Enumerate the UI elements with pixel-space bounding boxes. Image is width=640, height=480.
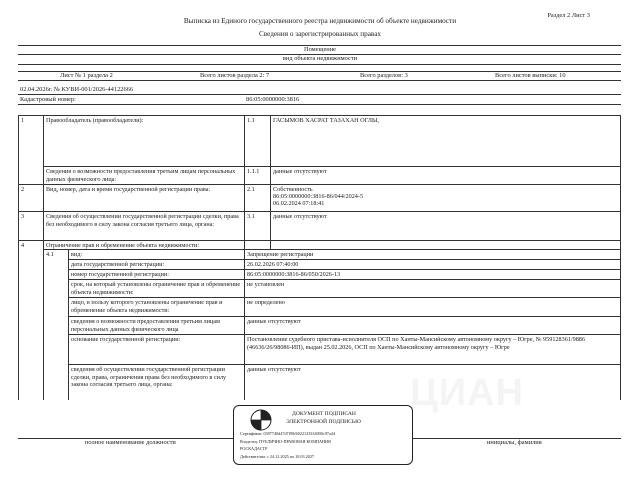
row-4-number: 4: [21, 242, 25, 249]
row-3-subnumber: 3.1: [247, 213, 255, 220]
right-holder-name: ГАСЫМОВ ХАСРАТ ТАЗАХАН ОГЛЫ,: [273, 117, 379, 124]
encumbrance-consent-label: сведения об осуществлении государственной регистрации сделки, права, ограничения права без необходимого в силу закона согласия третьего лица, органа:: [71, 366, 227, 388]
stamp-owner: Владелец: ПУБЛИЧНО-ПРАВОВАЯ КОМПАНИЯ: [240, 439, 331, 444]
stamp-certificate: Сертификат: 0397740d47d7f90f6022123334000c97a44: [240, 431, 335, 436]
row-1-1-label: Сведения о возможности предоставления третьим лицам персональных данных физического лица:: [46, 168, 236, 183]
encumbrance-term-value: не установлен: [247, 281, 285, 288]
cadastral-label: Кадастровый номер:: [20, 96, 76, 103]
stamp-validity: Действителен: с 24.12.2025 по 10.03.2027: [240, 454, 315, 459]
extract-date-number: 02.04.2026г. № КУВИ-001/2026-44122666: [20, 86, 134, 93]
stamp-owner-org: РОСКАДАСТР: [240, 446, 268, 451]
row-1-subnumber: 1.1: [247, 117, 255, 124]
row-2-number: 2: [21, 186, 25, 193]
encumbrance-personal-data-value: данные отсутствуют: [247, 318, 301, 325]
position-caption: полное наименование должности: [85, 439, 176, 446]
encumbrance-date-value: 26.02.2026 07:40:00: [247, 261, 299, 268]
encumbrance-type-value: Запрещение регистрации: [247, 251, 314, 258]
row-2-subnumber: 2.1: [247, 186, 255, 193]
document-title: Выписка из Единого государственного реестра недвижимости об объекте недвижимости: [183, 17, 457, 25]
initials-caption: инициалы, фамилия: [487, 439, 542, 446]
sheets-total: Всего листов выписки: 10: [495, 72, 566, 79]
row-1-label: Правообладатель (правообладатели):: [46, 117, 144, 124]
row-3-value: данные отсутствуют: [273, 213, 327, 220]
row-2-label: Вид, номер, дата и время государственной регистрации права:: [46, 186, 211, 193]
object-kind: Помещение: [303, 46, 336, 53]
encumbrance-basis-value: Постановление судебного пристава-исполнителя ОСП по Ханты-Мансийскому автономному округу – Югре, № 959128361/9886 (46636/26/98086-ИП), выдан 25.02.2026, ОСП по Ханты-Мансийскому автономному округу – Югре: [247, 336, 585, 351]
encumbrance-date-label: дата государственной регистрации:: [71, 261, 165, 268]
cadastral-value: 86:05:0000000:3816: [246, 96, 300, 103]
row-3-number: 3: [21, 213, 25, 220]
stamp-line-1: ДОКУМЕНТ ПОДПИСАН: [292, 411, 356, 417]
encumbrance-term-label: срок, на который установлены ограничение прав и обременение объекта недвижимости:: [71, 281, 241, 296]
document-subtitle: Сведения о зарегистрированных правах: [258, 30, 382, 38]
right-registration-datetime: 06.02.2024 07:18:41: [273, 200, 325, 207]
row-1-1-subnumber: 1.1.1: [247, 168, 260, 175]
row-3-label: Сведения об осуществлении государственной регистрации сделки, права без необходимого в силу закона согласия третьего лица, органа:: [46, 213, 239, 228]
row-4-1-subnumber: 4.1: [46, 251, 54, 258]
sections-total: Всего разделов: 3: [360, 72, 408, 79]
encumbrance-consent-value: данные отсутствуют: [247, 366, 301, 373]
row-4-label: Ограничение прав и обременение объекта недвижимости:: [46, 242, 200, 249]
encumbrance-number-label: номер государственной регистрации:: [71, 271, 169, 278]
rosreestr-emblem-icon: [250, 409, 272, 431]
right-registration-number: 86:05:0000000:3816-86/044/2024-5: [273, 193, 364, 200]
encumbrance-personal-data-label: сведения о возможности предоставления третьим лицам персональных данных физического лица: [71, 318, 220, 333]
stamp-line-2: ЭЛЕКТРОННОЙ ПОДПИСЬЮ: [286, 419, 361, 425]
encumbrance-beneficiary-label: лицо, в пользу которого установлены ограничение прав и обременение объекта недвижимости:: [71, 299, 223, 314]
electronic-signature-stamp: [233, 405, 413, 465]
sheet-number: Лист № 1 раздела 2: [60, 72, 113, 79]
encumbrance-type-label: вид:: [71, 251, 83, 258]
row-1-1-value: данные отсутствуют: [273, 168, 327, 175]
background-watermark: [410, 372, 524, 415]
encumbrance-number-value: 86:05:0000000:3816-86/050/2026-13: [247, 271, 341, 278]
encumbrance-beneficiary-value: не определено: [247, 299, 285, 306]
right-type: Собственность: [273, 186, 313, 193]
section-sheet-label: Раздел 2 Лист 3: [547, 12, 590, 19]
sheets-in-section: Всего листов раздела 2: 7: [200, 72, 270, 79]
object-kind-caption: вид объекта недвижимости: [282, 55, 358, 62]
row-1-number: 1: [21, 117, 25, 124]
encumbrance-basis-label: основание государственной регистрации:: [71, 336, 181, 343]
